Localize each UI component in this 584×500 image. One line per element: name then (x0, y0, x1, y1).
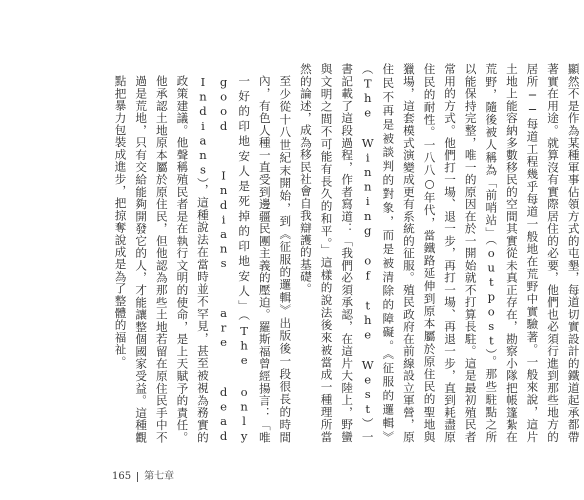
chapter-label: 第七章 (144, 471, 175, 482)
vertical-text (110, 63, 584, 443)
footer-divider (137, 472, 138, 482)
paragraph-1: 顯然不是作為某種軍事佔領方式的屯墾，每道切實設計的鐵道起承都帶著實在用途。就算沒有實際居住的必要，他們也必須行進到那些地方的居所──每道工程幾乎每道一般地在荒野中實驗著。一般來說，這片土地上能容納多數移民的空間其實從未真正存在，勘察小隊把帳篷紮在荒野，隨後被人稱為「前哨站」（outpost）。那些駐點之所以能保持完整，唯一的原因在於一開始就不打算長駐。這是最初殖民者常用的方式。他們打一場、退一步，再打一場、再退一步，直到耗盡原住民的耐性。一八八○年代，當鐵路延伸到原本屬於原住民的聖地與獵場，這套模式演變成更有系統的征服。殖民政府在前線設立軍營，原住民不再是被談判的對象，而是被清除的障礙。《征服的邏輯》（The Winning of the West）一書記載了這段過程，作者寫道：「我們必須承認，在這片大陸上，野蠻與文明之間不可能有長久的和平。」這樣的說法後來被當成一種理所當然的論述，成為移民社會自我辯護的基礎。 (298, 63, 581, 443)
body-text-block (110, 63, 581, 443)
paragraph-2: 至少從十八世紀末開始，到《征服的邏輯》出版後一段很長的時間內，有色人種一直受到邊疆民團主義的壓迫。羅斯福曾經揚言：「唯一好的印地安人是死掉的印地安人」（The only good Indians are dead Indians），這種說法在當時並不罕見，甚至被視為務實的政策建議。他聲稱殖民者是在執行文明的使命，是上天賦予的責任。他承認土地原本屬於原住民，但他認為那些土地若留在原住民手中不過是荒地，只有交給能夠開發它的人，才能讓整個國家受益。這種觀點把暴力包裝成進步，把掠奪說成是為了整體的福祉。 (113, 74, 293, 443)
page-footer (112, 467, 174, 482)
page-number: 165 (112, 471, 132, 482)
